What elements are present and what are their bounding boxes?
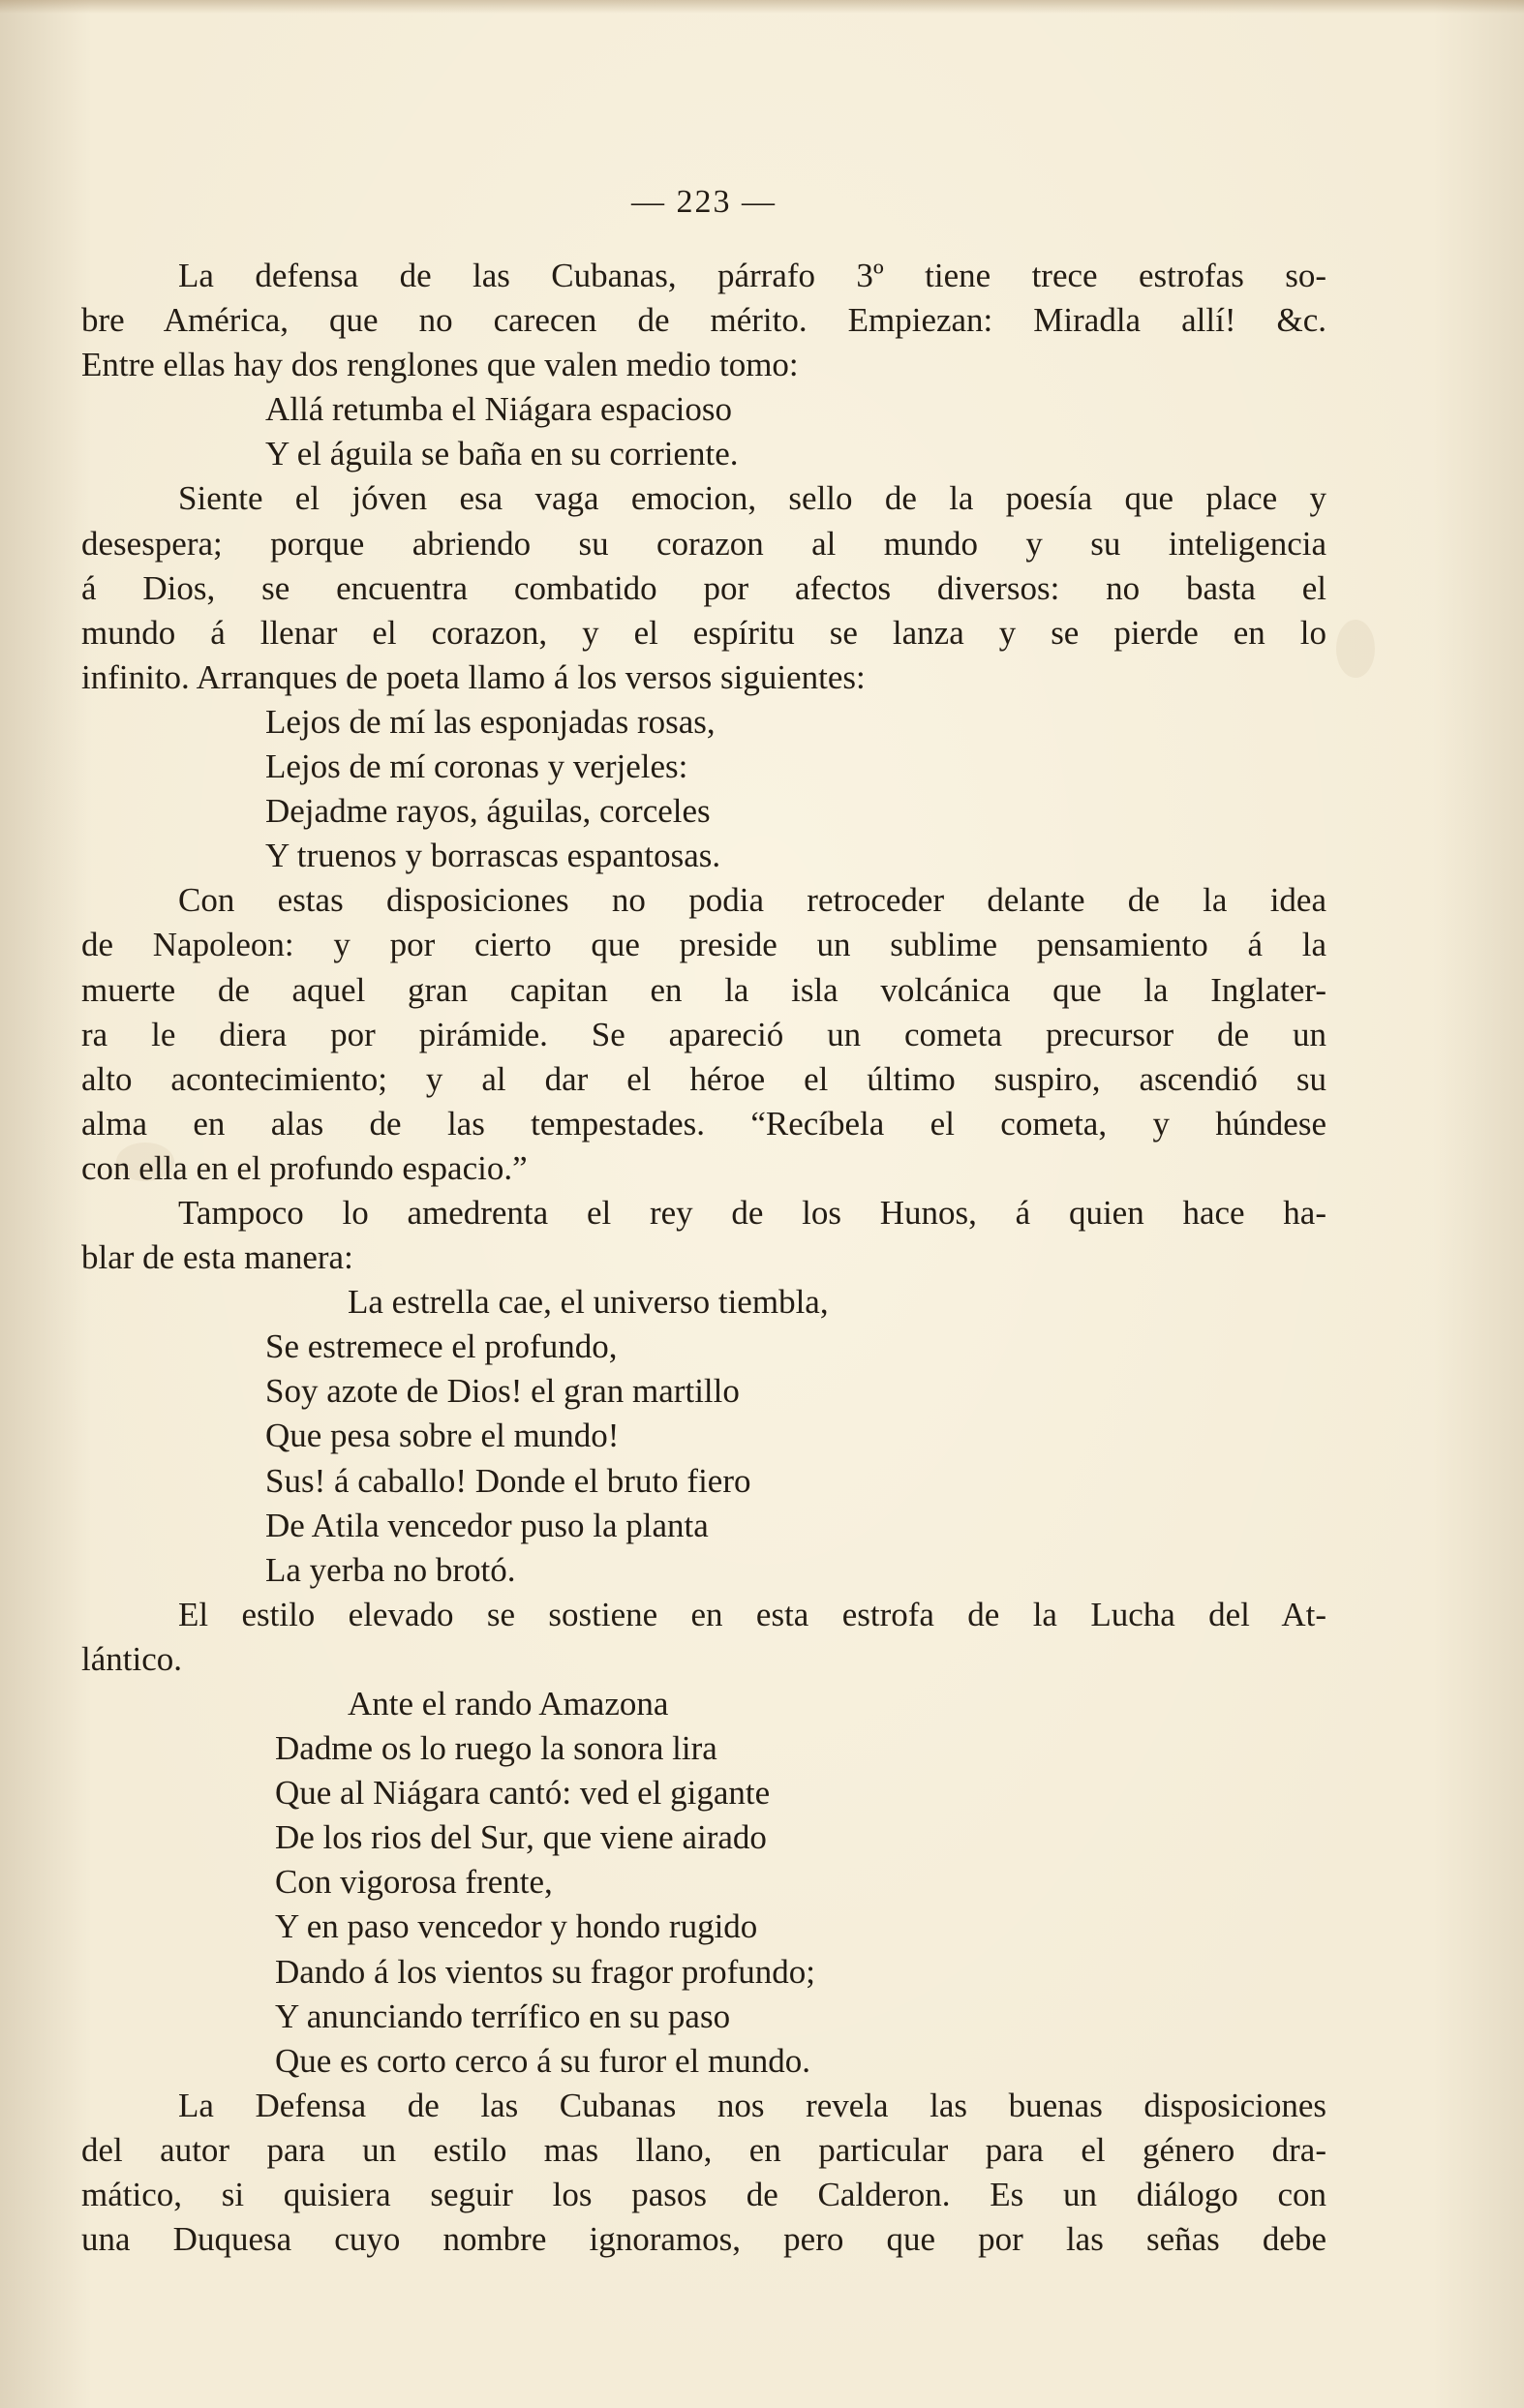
verse-line: Sus! á caballo! Donde el bruto fiero [265,1461,751,1500]
verse-line: Soy azote de Dios! el gran martillo [265,1372,740,1411]
verse-line: Y anunciando terrífico en su paso [275,1997,731,2035]
verse-line: Y truenos y borrascas espantosas. [265,837,721,875]
prose-line: La Defensa de las Cubanas nos revela las buenas disposiciones [178,2086,1326,2124]
prose-line: La defensa de las Cubanas, párrafo 3º tiene trece estrofas so- [178,257,1326,294]
verse-line: La estrella cae, el universo tiembla, [348,1283,829,1322]
verse-line: Se estremece el profundo, [265,1327,618,1366]
prose-line: mático, si quisiera seguir los pasos de Calderon. Es un diálogo con [81,2176,1326,2214]
verse-line: Que pesa sobre el mundo! [265,1417,620,1455]
prose-line: bre América, que no carecen de mérito. Empiezan: Miradla allí! &c. [81,301,1326,340]
prose-line: infinito. Arranques de poeta llamo á los versos siguientes: [81,657,866,696]
verse-line: La yerba no brotó. [265,1550,516,1589]
prose-line: ra le diera por pirámide. Se apareció un cometa precursor de un [81,1015,1326,1053]
paper-stain [1336,620,1375,678]
prose-line: muerte de aquel gran capitan en la isla volcánica que la Inglater- [81,970,1326,1009]
page-number: — 223 — [631,184,777,220]
verse-line: Con vigorosa frente, [275,1863,553,1902]
prose-line: alto acontecimiento; y al dar el héroe el último suspiro, ascendió su [81,1059,1326,1098]
prose-line: de Napoleon: y por cierto que preside un sublime pensamiento á la [81,926,1326,964]
prose-line: Con estas disposiciones no podia retroceder delante de la idea [178,881,1326,920]
verse-line: Dando á los vientos su fragor profundo; [275,1952,815,1991]
prose-line: alma en alas de las tempestades. “Recíbela el cometa, y húndese [81,1104,1326,1143]
prose-line: una Duquesa cuyo nombre ignoramos, pero que por las señas debe [81,2220,1326,2259]
prose-line: Siente el jóven esa vaga emocion, sello de la poesía que place y [178,479,1326,518]
page-text [81,184,1326,2262]
verse-line: De los rios del Sur, que viene airado [275,1818,767,1857]
prose-line: Tampoco lo amedrenta el rey de los Hunos, á quien hace ha- [178,1193,1326,1232]
page-top-edge [0,0,1524,14]
verse-line: Allá retumba el Niágara espacioso [265,390,733,429]
prose-line: lántico. [81,1639,182,1678]
prose-line: desespera; porque abriendo su corazon al mundo y su inteligencia [81,524,1326,563]
verse-line: Dadme os lo ruego la sonora lira [275,1729,717,1768]
verse-line: Lejos de mí coronas y verjeles: [265,747,688,786]
verse-line: Dejadme rayos, águilas, corceles [265,792,711,831]
text-lines [81,254,1326,2262]
prose-line: á Dios, se encuentra combatido por afectos diversos: no basta el [81,568,1326,607]
verse-line: Que es corto cerco á su furor el mundo. [275,2041,810,2080]
prose-line: con ella en el profundo espacio.” [81,1148,528,1187]
verse-line: Lejos de mí las esponjadas rosas, [265,702,716,741]
prose-line: del autor para un estilo mas llano, en particular para el género dra- [81,2130,1326,2169]
verse-line: Ante el rando Amazona [348,1685,669,1722]
prose-line: blar de esta manera: [81,1238,353,1277]
verse-line: Que al Niágara cantó: ved el gigante [275,1774,771,1813]
verse-line: Y el águila se baña en su corriente. [265,435,739,473]
verse-line: De Atila vencedor puso la planta [265,1506,709,1544]
prose-line: Entre ellas hay dos renglones que valen medio tomo: [81,346,799,384]
prose-line: El estilo elevado se sostiene en esta estrofa de la Lucha del At- [178,1595,1326,1633]
verse-line: Y en paso vencedor y hondo rugido [275,1907,758,1946]
prose-line: mundo á llenar el corazon, y el espíritu se lanza y se pierde en lo [81,613,1326,652]
